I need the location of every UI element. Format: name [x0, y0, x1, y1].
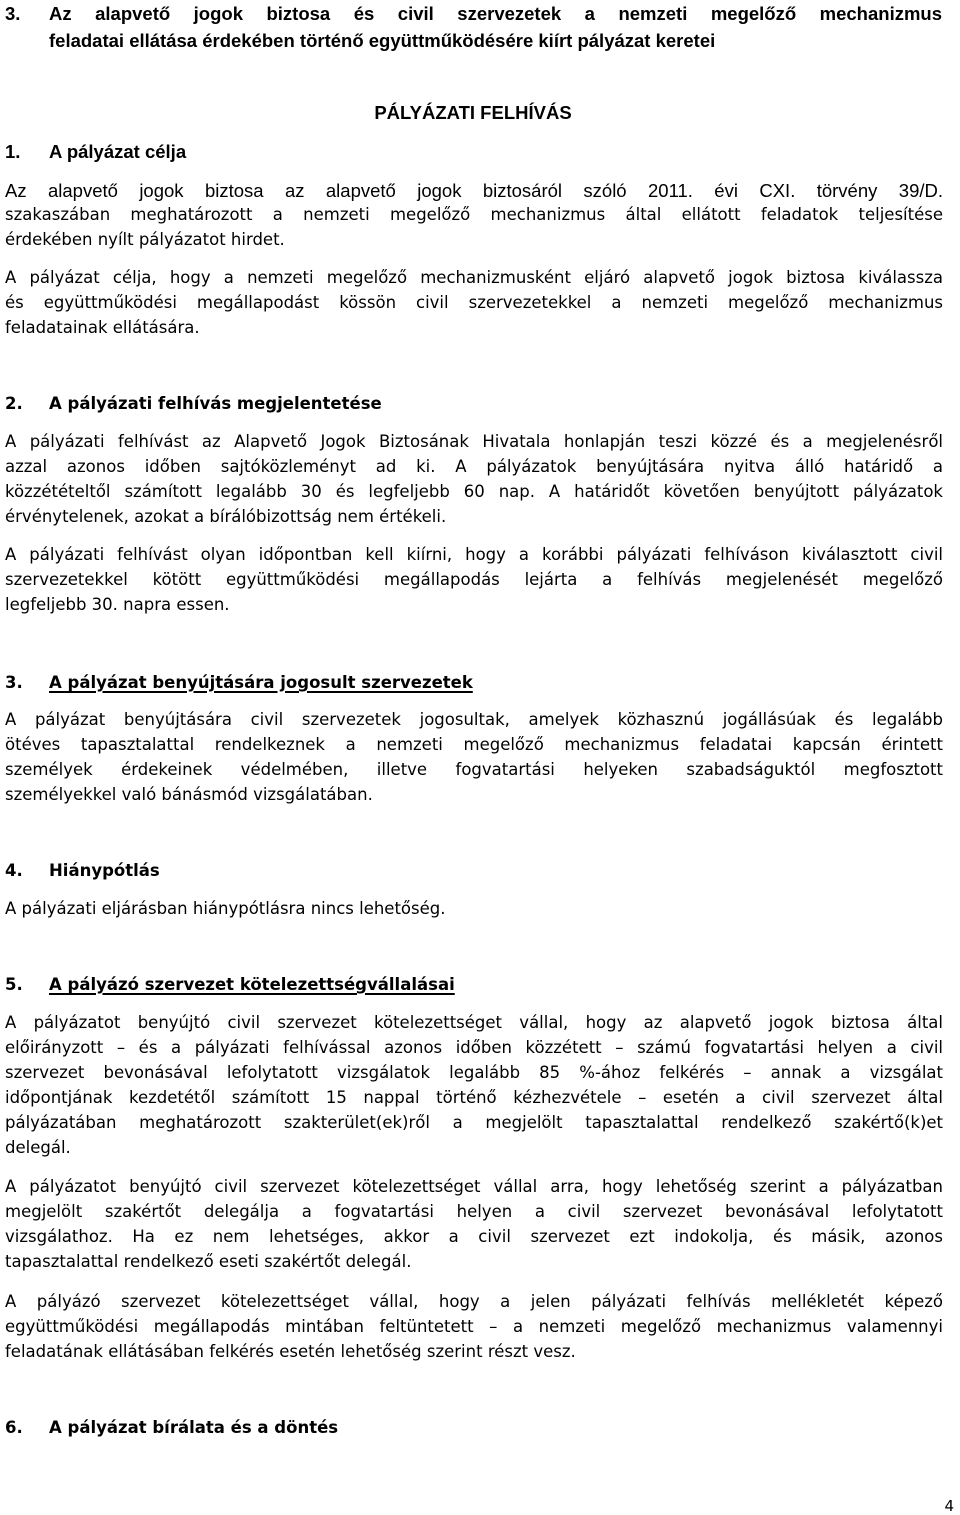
section-number: 4.	[5, 861, 23, 880]
paragraph-line: azzal azonos időben sajtóközleményt ad ki. A pályázatok benyújtására nyitva álló határidő a	[5, 457, 943, 476]
paragraph-line: ötéves tapasztalattal rendelkeznek a nemzeti megelőző mechanizmus feladatai kapcsán érintett	[5, 735, 943, 754]
paragraph-line: A pályázó szervezet kötelezettséget vállal, hogy a jelen pályázati felhívás mellékletét képező	[5, 1292, 943, 1311]
paragraph-line: A pályázatot benyújtó civil szervezet kötelezettséget vállal, hogy az alapvető jogok biztosa által	[5, 1013, 943, 1032]
paragraph-line: szervezet bevonásával lefolytatott vizsgálatok legalább 85 %-ához felkérés – annak a vizsgálat	[5, 1063, 943, 1082]
paragraph-line: tapasztalattal rendelkező eseti szakértőt delegál.	[5, 1252, 412, 1271]
paragraph-line: feladatainak ellátására.	[5, 318, 200, 337]
paragraph-line: és együttműködési megállapodást kössön civil szervezetekkel a nemzeti megelőző mechanizmus	[5, 293, 943, 312]
paragraph-line: pályázatában meghatározott szakterület(ek)ről a megjelölt tapasztalattal rendelkező szakértő(k)et	[5, 1113, 943, 1132]
paragraph-line: vizsgálathoz. Ha ez nem lehetséges, akkor a civil szervezet ezt indokolja, és másik, azonos	[5, 1227, 943, 1246]
paragraph-line: együttműködési megállapodás mintában feltüntetett – a nemzeti megelőző mechanizmus valamennyi	[5, 1317, 943, 1336]
paragraph-line: A pályázat célja, hogy a nemzeti megelőző mechanizmusként eljáró alapvető jogok biztosa kiválassza	[5, 268, 943, 287]
section-title: A pályázat benyújtására jogosult szervezetek	[49, 673, 473, 692]
paragraph-line: legfeljebb 30. napra essen.	[5, 595, 230, 614]
paragraph-line: feladatának ellátásában felkérés esetén lehetőség szerint részt vesz.	[5, 1342, 576, 1361]
paragraph-line: A pályázati eljárásban hiánypótlásra nincs lehetőség.	[5, 899, 446, 918]
section-number: 3.	[5, 673, 23, 692]
main-heading-line: feladatai ellátása érdekében történő együttműködésére kiírt pályázat keretei	[49, 30, 716, 51]
paragraph-line: delegál.	[5, 1138, 71, 1157]
paragraph-line: előirányzott – és a pályázati felhívással azonos időben közzétett – számú fogvatartási helyen a civil	[5, 1038, 943, 1057]
paragraph-line: Az alapvető jogok biztosa az alapvető jogok biztosáról szóló 2011. évi CXI. törvény 39/D.	[5, 180, 943, 201]
section-title: Hiánypótlás	[49, 861, 160, 880]
main-heading-number: 3.	[5, 3, 21, 24]
paragraph-line: megjelölt szakértőt delegálja a fogvatartási helyen a civil szervezet bevonásával lefolytatott	[5, 1202, 943, 1221]
section-title: A pályázati felhívás megjelentetése	[49, 394, 382, 413]
section-title: A pályázat célja	[49, 141, 187, 162]
paragraph-line: A pályázati felhívást olyan időpontban kell kiírni, hogy a korábbi pályázati felhíváson kiválasztott civil	[5, 545, 943, 564]
section-number: 5.	[5, 975, 23, 994]
paragraph-line: érvénytelenek, azokat a bírálóbizottság nem értékeli.	[5, 507, 447, 526]
paragraph-line: A pályázat benyújtására civil szervezetek jogosultak, amelyek közhasznú jogállásúak és legalább	[5, 710, 943, 729]
paragraph-line: személyek érdekeinek védelmében, illetve fogvatartási helyeken szabadságuktól megfosztott	[5, 760, 943, 779]
paragraph-line: közzétételtől számított legalább 30 és legfeljebb 60 nap. A határidőt követően benyújtott pályázatok	[5, 482, 943, 501]
paragraph-line: A pályázatot benyújtó civil szervezet kötelezettséget vállal arra, hogy lehetőség szerint a pályázatban	[5, 1177, 943, 1196]
section-title: A pályázó szervezet kötelezettségvállalásai	[49, 975, 455, 994]
section-number: 2.	[5, 394, 23, 413]
paragraph-line: időpontjának kezdetétől számított 15 nappal történő kézhezvétele – esetén a civil szervezet által	[5, 1088, 943, 1107]
paragraph-line: érdekében nyílt pályázatot hirdet.	[5, 230, 285, 249]
paragraph-line: A pályázati felhívást az Alapvető Jogok Biztosának Hivatala honlapján teszi közzé és a megjelenésről	[5, 432, 943, 451]
main-heading-line: Az alapvető jogok biztosa és civil szervezetek a nemzeti megelőző mechanizmus	[49, 3, 942, 24]
paragraph-line: szervezetekkel kötött együttműködési megállapodás lejárta a felhívás megjelenését megelőző	[5, 570, 943, 589]
call-title: PÁLYÁZATI FELHÍVÁS	[374, 102, 572, 123]
section-number: 1.	[5, 141, 21, 162]
section-number: 6.	[5, 1418, 23, 1437]
paragraph-line: szakaszában meghatározott a nemzeti megelőző mechanizmus által ellátott feladatok teljesítése	[5, 205, 943, 224]
page-number: 4	[944, 1497, 954, 1515]
section-title: A pályázat bírálata és a döntés	[49, 1418, 339, 1437]
paragraph-line: személyekkel való bánásmód vizsgálatában.	[5, 785, 373, 804]
